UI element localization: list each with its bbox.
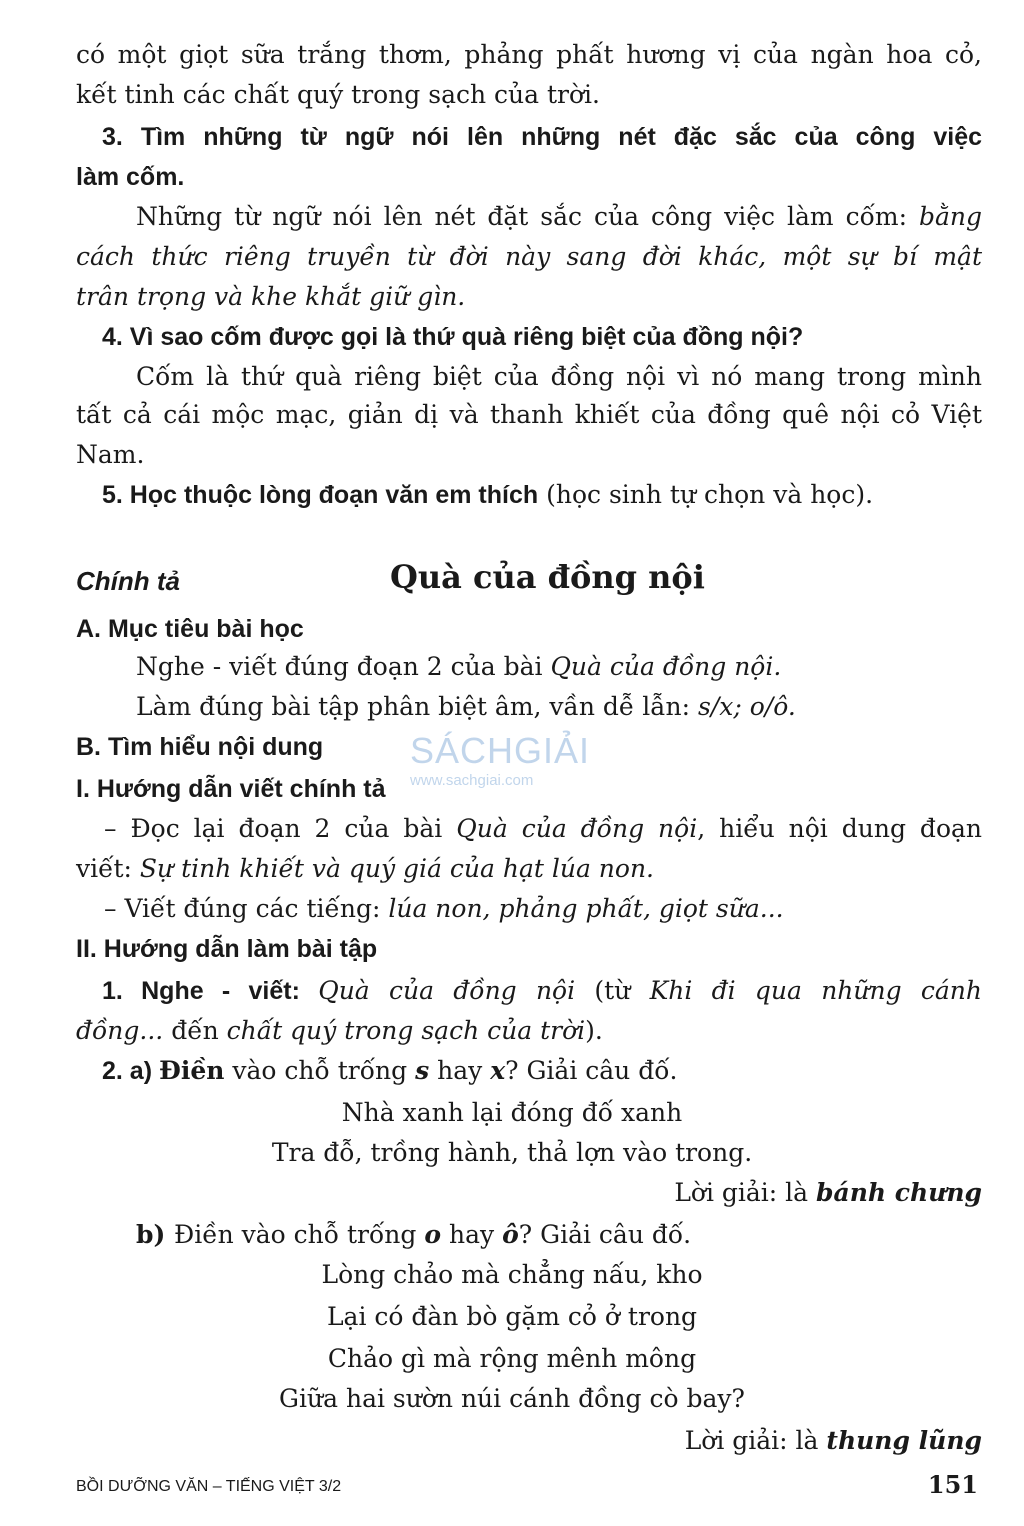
- exercise-italic: đồng...: [76, 1016, 164, 1045]
- question-5-note: (học sinh tự chọn và học).: [538, 480, 874, 509]
- instruction-text: – Đọc lại đoạn 2 của bài: [104, 814, 457, 843]
- answer-value: bánh chưng: [816, 1178, 982, 1207]
- riddle-line: Lòng chảo mà chẳng nấu, kho: [321, 1260, 703, 1289]
- letter-s: s: [415, 1056, 430, 1085]
- answer-label: Lời giải: là: [674, 1178, 817, 1207]
- goal-italic: s/x; o/ô.: [698, 692, 796, 721]
- instruction-line: [104, 890, 1010, 928]
- section-title: Quà của đồng nội: [390, 558, 705, 596]
- paragraph-line: có một giọt sữa trắng thơm, phảng phất hương vị của ngàn hoa cỏ,: [76, 40, 982, 69]
- answer-italic: bằng: [918, 202, 982, 231]
- riddle-line: Lại có đàn bò gặm cỏ ở trong: [326, 1302, 698, 1331]
- watermark-brand: SÁCHGIẢI: [410, 730, 591, 771]
- answer-3-line: [136, 198, 982, 236]
- goal-line: [136, 688, 1024, 726]
- exercise-text: Điền vào chỗ trống: [174, 1220, 425, 1249]
- exercise-text: ).: [585, 1016, 603, 1045]
- heading-b: B. Tìm hiểu nội dung: [76, 733, 324, 761]
- question-3-cont: làm cốm.: [76, 163, 185, 191]
- answer-4-line: Cốm là thứ quà riêng biệt của đồng nội vì nó mang trong mình: [136, 362, 982, 391]
- answer-label: Lời giải: là: [684, 1426, 827, 1455]
- answer-text: Những từ ngữ nói lên nét đặt sắc của công việc làm cốm:: [136, 202, 919, 231]
- answer-line: [76, 1422, 982, 1460]
- exercise-text: hay: [441, 1220, 503, 1249]
- exercise-text: vào chỗ trống: [224, 1056, 416, 1085]
- section-label: Chính tả: [76, 566, 180, 596]
- goal-line: [136, 648, 1024, 686]
- exercise-italic: chất quý trong sạch của trời: [226, 1016, 586, 1045]
- exercise-italic: Quà của đồng nội: [318, 976, 576, 1005]
- goal-text: Nghe - viết đúng đoạn 2 của bài: [136, 652, 551, 681]
- exercise-1: [102, 972, 982, 1010]
- instruction-line: [104, 810, 982, 848]
- footer-book-title: BỒI DƯỠNG VĂN – TIẾNG VIỆT 3/2: [76, 1478, 342, 1495]
- exercise-label: b): [136, 1220, 175, 1249]
- answer-3-line: cách thức riêng truyền từ đời này sang đời khác, một sự bí mật: [76, 242, 982, 271]
- riddle-line: Chảo gì mà rộng mênh mông: [327, 1344, 697, 1373]
- answer-4-line: Nam.: [76, 440, 145, 469]
- letter-x: x: [490, 1056, 506, 1085]
- letter-o: o: [424, 1220, 442, 1249]
- heading-a: A. Mục tiêu bài học: [76, 615, 304, 643]
- page-number: 151: [927, 1470, 978, 1499]
- instruction-italic: Sự tinh khiết và quý giá của hạt lúa non.: [139, 854, 655, 883]
- goal-text: Làm đúng bài tập phân biệt âm, vần dễ lẫn:: [136, 692, 699, 721]
- exercise-text: (từ: [575, 976, 650, 1005]
- exercise-text: ? Giải câu đố.: [505, 1056, 678, 1085]
- instruction-italic: lúa non, phảng phất, giọt sữa...: [388, 894, 784, 923]
- answer-value: thung lũng: [826, 1426, 982, 1455]
- exercise-2a: [102, 1052, 1008, 1090]
- question-5: [102, 476, 1008, 514]
- instruction-text: , hiểu nội dung đoạn: [697, 814, 982, 843]
- question-5-text: 5. Học thuộc lòng đoạn văn em thích: [102, 481, 539, 509]
- answer-3-line: trân trọng và khe khắt giữ gìn.: [76, 282, 466, 311]
- exercise-label: 1. Nghe - viết:: [102, 977, 319, 1005]
- exercise-1-cont: [76, 1012, 982, 1050]
- exercise-text: hay: [429, 1056, 491, 1085]
- goal-italic: Quà của đồng nội.: [550, 652, 782, 681]
- exercise-2b: [136, 1216, 1024, 1254]
- answer-line: [76, 1174, 982, 1212]
- question-4: 4. Vì sao cốm được gọi là thứ quà riêng biệt của đồng nội?: [102, 323, 804, 351]
- instruction-line: [76, 850, 982, 888]
- question-3: 3. Tìm những từ ngữ nói lên những nét đặc sắc của công việc: [102, 123, 982, 151]
- exercise-text: ? Giải câu đố.: [518, 1220, 692, 1249]
- answer-4-line: tất cả cái mộc mạc, giản dị và thanh khiết của đồng quê nội cỏ Việt: [76, 400, 982, 429]
- riddle-line: Giữa hai sườn núi cánh đồng cò bay?: [279, 1384, 745, 1413]
- instruction-italic: Quà của đồng nội: [456, 814, 698, 843]
- instruction-text: viết:: [76, 854, 140, 883]
- exercise-text: đến: [163, 1016, 227, 1045]
- riddle-line: Nhà xanh lại đóng đố xanh: [341, 1098, 683, 1127]
- watermark-url: www.sachgiai.com: [410, 772, 534, 789]
- exercise-label: 2. a): [102, 1057, 159, 1085]
- instruction-text: – Viết đúng các tiếng:: [104, 894, 389, 923]
- riddle-line: Tra đỗ, trồng hành, thả lợn vào trong.: [271, 1138, 753, 1167]
- exercise-lead: Điền: [158, 1056, 225, 1085]
- exercise-italic: Khi đi qua những cánh: [649, 976, 982, 1005]
- subheading-1: I. Hướng dẫn viết chính tả: [76, 775, 386, 803]
- letter-o-circumflex: ô: [502, 1220, 519, 1249]
- paragraph-line: kết tinh các chất quý trong sạch của trời.: [76, 80, 600, 109]
- subheading-2: II. Hướng dẫn làm bài tập: [76, 935, 378, 963]
